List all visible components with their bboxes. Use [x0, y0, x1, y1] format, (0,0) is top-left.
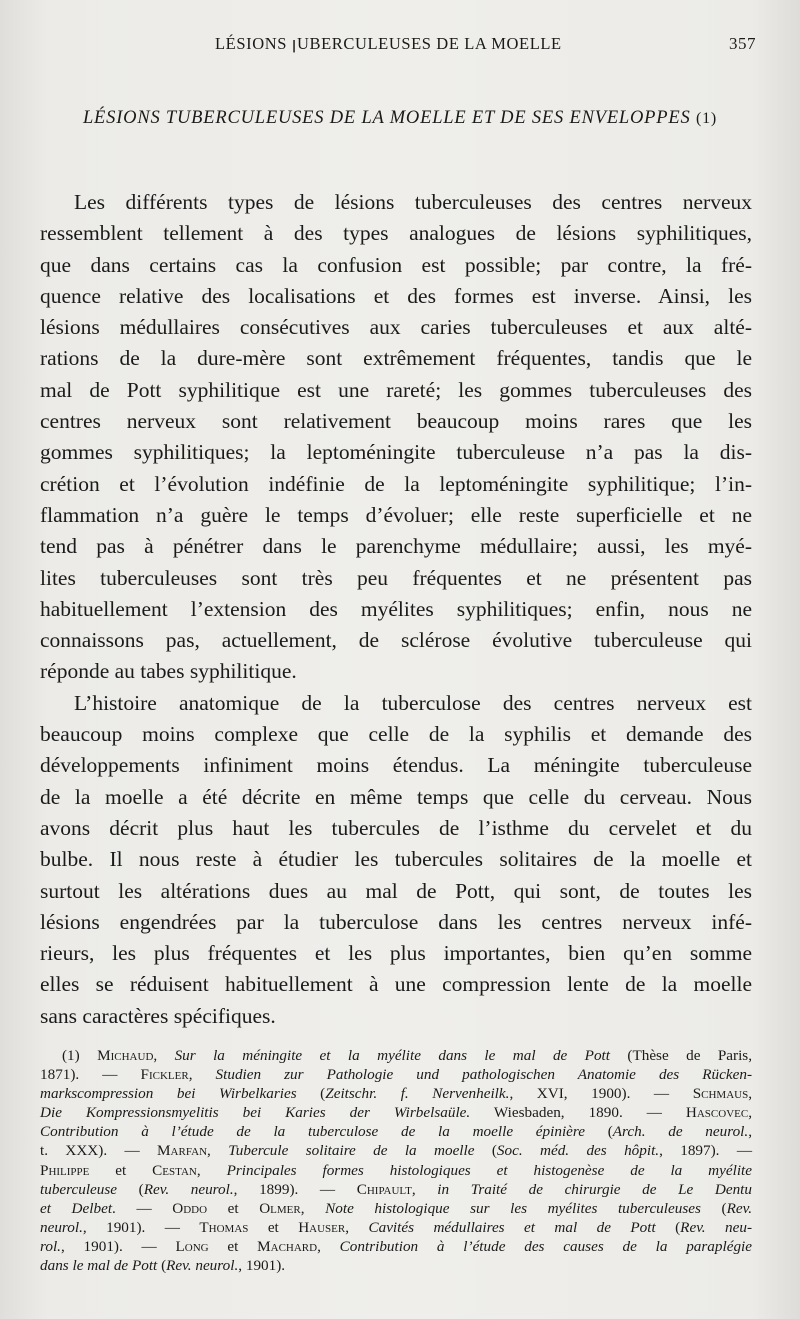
citation-title: Soc. méd. des hôpit. — [496, 1142, 660, 1160]
author-name: Hascovec — [685, 1104, 749, 1122]
footnote-text: , — [748, 1104, 752, 1122]
text-line: surtout les altérations dues au mal de Pott, qui sont, de toutes les — [40, 878, 752, 903]
chapter-title-text: LÉSIONS TUBERCULEUSES DE LA MOELLE ET DE SES ENVELOPPES — [82, 108, 691, 128]
running-head — [40, 34, 756, 58]
citation-title: Contribution à l’étude de la tuberculose de la moelle épinière — [40, 1123, 585, 1141]
text-line: elles se réduisent habituellement à une compression lente de la moelle — [40, 972, 752, 997]
footnote-text: ( — [655, 1218, 681, 1236]
text-line: lésions engendrées par la tuberculose dans les centres nerveux infé- — [40, 909, 752, 934]
text-line: tend pas à pénétrer dans le parenchyme médullaire; aussi, les myé- — [40, 534, 752, 559]
footnote-line — [40, 1065, 752, 1084]
citation-title: Die Kompressionsmyelitis bei Karies der Wirbelsaüle. — [40, 1104, 471, 1122]
text-line: lésions médullaires consécutives aux caries tuberculeuses et aux alté- — [40, 315, 752, 340]
citation-title: Rev. neu- — [680, 1218, 753, 1236]
citation-title: Contribution à l’étude des causes de la paraplégie — [339, 1237, 752, 1255]
footnote-text: , 1897). — — [659, 1142, 753, 1160]
footnote-text: , — [196, 1161, 227, 1179]
paragraph-2 — [40, 688, 752, 1032]
text-line: gommes syphilitiques; la leptoméningite tuberculeuse n’a pas la dis- — [40, 440, 752, 465]
author-name: Fickler — [140, 1066, 189, 1084]
footnote-line — [40, 1084, 752, 1103]
text-line: Les différents types de lésions tuberculeuses des centres nerveux — [74, 190, 752, 214]
footnote-text: , — [345, 1218, 369, 1236]
citation-title: Tubercule solitaire de la moelle — [228, 1142, 475, 1160]
text-line: connaissons pas, actuellement, de sclérose évolutive tuberculeuse qui — [40, 628, 752, 653]
citation-title: Note histologique sur les myélites tuberculeuses — [325, 1199, 701, 1217]
footnote-text: (Thèse de Paris, — [610, 1047, 752, 1064]
author-name: Olmer — [259, 1199, 301, 1217]
footnote-text: ( — [474, 1142, 497, 1160]
body-text — [40, 187, 752, 1032]
footnote-text: ( — [117, 1180, 144, 1198]
author-name: Machard — [257, 1237, 318, 1255]
footnote-text: , — [748, 1085, 752, 1103]
citation-title: rol. — [40, 1237, 61, 1255]
footnote-text: , — [153, 1047, 175, 1064]
footnote-text: ( — [157, 1257, 167, 1275]
running-title: LÉSIONS ꞁUBERCULEUSES DE LA MOELLE — [215, 34, 562, 53]
text-line: que dans certains cas la confusion est possible; par contre, la fré- — [40, 252, 752, 277]
citation-title: Arch. de neurol. — [612, 1123, 749, 1141]
page-number: 357 — [729, 34, 756, 53]
text-line: L’histoire anatomique de la tuberculose des centres nerveux est — [74, 690, 752, 715]
author-name: Philippe — [40, 1161, 90, 1179]
text-line: avons décrit plus haut les tubercules de l’isthme du cervelet et du — [40, 815, 752, 840]
citation-title: et Delbet — [40, 1199, 113, 1217]
footnote-text: , — [300, 1199, 326, 1217]
paragraph-1 — [40, 187, 752, 688]
author-name: Chipault — [356, 1180, 412, 1198]
citation-title: Rev. neurol. — [166, 1257, 239, 1275]
footnote-text: et — [208, 1237, 258, 1255]
author-name: Oddo — [172, 1199, 208, 1217]
footnote-text: , 1901). — [238, 1257, 286, 1275]
citation-title: Rev. neurol. — [143, 1180, 234, 1198]
chapter-footnote-ref: (1) — [695, 110, 718, 127]
footnote-text: (1) — [62, 1047, 98, 1064]
citation-title: markscompression bei Wirbelkaries — [40, 1085, 297, 1103]
text-line: habituellement l’extension des myélites syphilitiques; enfin, nous ne — [40, 596, 752, 621]
citation-title: Zeitschr. f. Nervenheilk. — [325, 1085, 510, 1103]
citation-title: Sur la méningite et la myélite dans le mal de Pott — [174, 1047, 610, 1064]
text-line: de la moelle a été décrite en même temps que celle du cerveau. Nous — [40, 784, 752, 809]
author-name: Schmaus — [692, 1085, 749, 1103]
footnote-text: ( — [700, 1199, 727, 1217]
text-line: quence relative des localisations et des formes est inverse. Ainsi, les — [40, 283, 752, 308]
footnote-text: , — [748, 1123, 752, 1141]
footnote-text: . — — [112, 1199, 173, 1217]
footnote-line — [40, 1199, 752, 1218]
text-line: réponde au tabes syphilitique. — [40, 659, 297, 684]
footnote-text: Wiesbaden, 1890. — — [470, 1104, 686, 1122]
citation-title: Studien zur Pathologie und pathologischen Anatomie des Rücken- — [215, 1066, 753, 1084]
citation-title: Cavités médullaires et mal de Pott — [368, 1218, 656, 1236]
author-name: Michaud — [97, 1047, 154, 1064]
text-line: rations de la dure-mère sont extrêmement fréquentes, tandis que le — [40, 346, 752, 371]
footnote-line — [40, 1237, 752, 1256]
text-line: beaucoup moins complexe que celle de la syphilis et demande des — [40, 722, 752, 747]
footnote-text: 1871). — — [40, 1066, 141, 1084]
text-line: ressemblent tellement à des types analogues de lésions syphilitiques, — [40, 221, 752, 246]
citation-title: in Traité de chirurgie de Le Dentu — [437, 1180, 752, 1198]
footnote-text: , XVI, 1900). — — [509, 1085, 693, 1103]
text-line: centres nerveux sont relativement beaucoup moins rares que les — [40, 409, 752, 434]
footnote-text: et — [207, 1199, 260, 1217]
text-line: flammation n’a guère le temps d’évoluer; elle reste superficielle et ne — [40, 502, 752, 527]
footnote-line — [40, 1046, 752, 1065]
text-line: développements infiniment moins étendus. La méningite tuberculeuse — [40, 753, 752, 778]
footnote-text: ( — [296, 1085, 326, 1103]
footnote-text: , — [411, 1180, 438, 1198]
footnote-line — [40, 1161, 752, 1180]
footnote-text: , 1899). — — [233, 1180, 357, 1198]
text-line: mal de Pott syphilitique est une rareté; les gommes tuberculeuses des — [40, 377, 752, 402]
footnote-text: , — [317, 1237, 340, 1255]
footnote-line — [40, 1180, 752, 1199]
author-name: Long — [175, 1237, 209, 1255]
footnote-text: et — [248, 1218, 299, 1236]
footnotes — [40, 1046, 752, 1275]
citation-title: dans le mal de Pott — [40, 1257, 158, 1275]
footnote-line — [40, 1103, 752, 1122]
author-name: Marfan — [157, 1142, 208, 1160]
citation-title: neurol. — [40, 1218, 83, 1236]
text-line: lites tuberculeuses sont très peu fréquentes et ne présentent pas — [40, 565, 752, 590]
citation-title: Rev. — [726, 1199, 752, 1217]
footnote-text: et — [89, 1161, 153, 1179]
text-line: rieurs, les plus fréquentes et les plus importantes, bien qu’en somme — [40, 941, 752, 966]
author-name: Cestan — [152, 1161, 197, 1179]
author-name: Hauser — [298, 1218, 346, 1236]
author-name: Thomas — [199, 1218, 249, 1236]
footnote-text: , 1901). — — [60, 1237, 176, 1255]
footnote-line — [40, 1141, 752, 1160]
footnote-line — [40, 1122, 752, 1141]
text-line: crétion et l’évolution indéfinie de la leptoméningite syphilitique; l’in- — [40, 471, 752, 496]
footnote-text: ( — [585, 1123, 613, 1141]
text-line: bulbe. Il nous reste à étudier les tubercules solitaires de la moelle et — [40, 847, 752, 872]
footnote-text: , — [188, 1066, 216, 1084]
citation-title: Principales formes histologiques et histogenèse de la myélite — [226, 1161, 753, 1179]
text-line: sans caractères spécifiques. — [40, 1003, 276, 1028]
footnote-text: t. XXX). — — [40, 1142, 158, 1160]
footnote-line — [40, 1256, 752, 1275]
footnote-text: , 1901). — — [82, 1218, 200, 1236]
footnote-text: , — [207, 1142, 229, 1160]
citation-title: tuberculeuse — [40, 1180, 118, 1198]
footnote-line — [40, 1218, 752, 1237]
chapter-title — [40, 108, 760, 129]
